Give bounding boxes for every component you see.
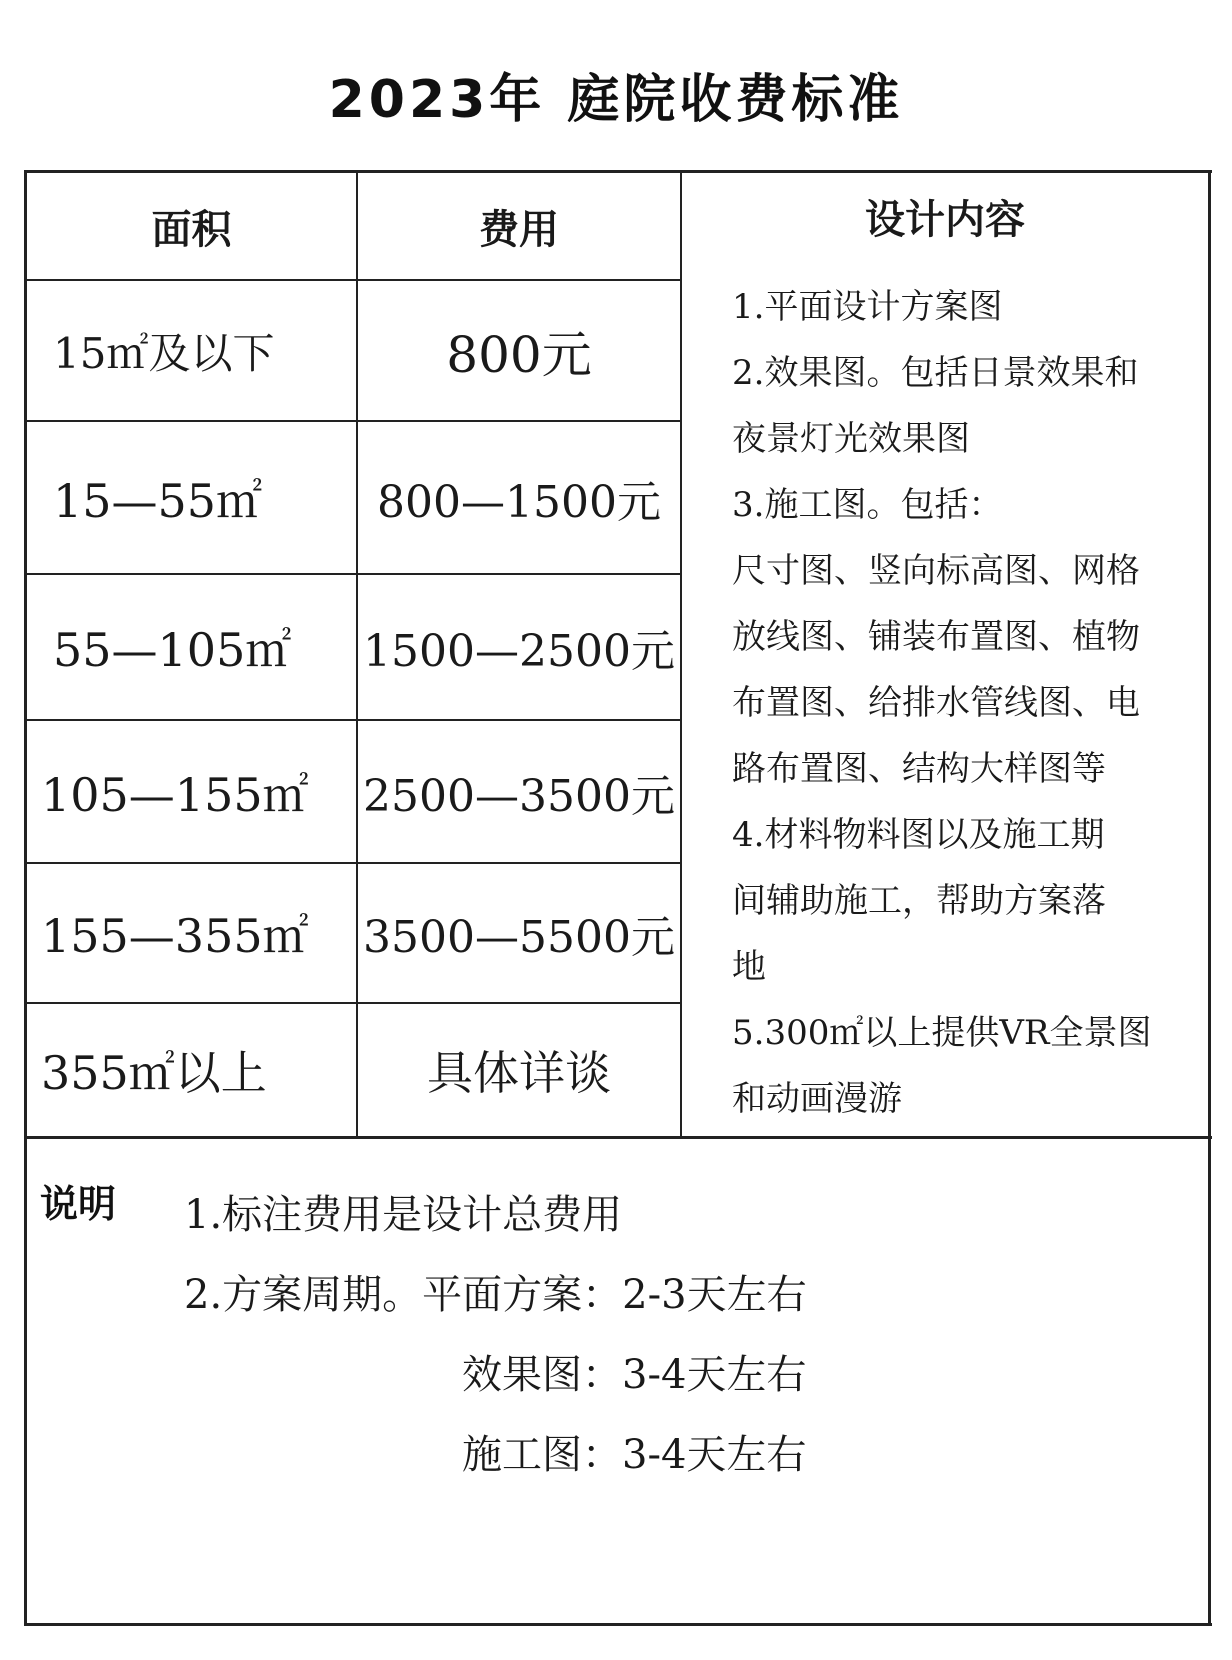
design-content-line: 地 bbox=[732, 947, 766, 987]
row-area: 15㎡及以下 bbox=[53, 328, 275, 378]
design-content-list bbox=[732, 274, 1202, 1132]
row-fee: 3500—5500元 bbox=[363, 912, 675, 963]
row-fee: 2500—3500元 bbox=[363, 770, 675, 822]
note-line: 2.方案周期。平面方案：2-3天左右 bbox=[184, 1272, 807, 1318]
design-content-line: 2.效果图。包括日景效果和 bbox=[732, 353, 1139, 393]
row-fee: 800—1500元 bbox=[377, 476, 661, 528]
note-line: 施工图：3-4天左右 bbox=[462, 1432, 807, 1478]
design-content-line: 间辅助施工，帮助方案落 bbox=[732, 881, 1106, 921]
design-content-line: 放线图、铺装布置图、植物 bbox=[732, 617, 1140, 657]
design-content-line: 4.材料物料图以及施工期 bbox=[732, 815, 1105, 855]
design-content-line: 尺寸图、竖向标高图、网格 bbox=[732, 551, 1140, 591]
row-fee: 具体详谈 bbox=[427, 1046, 611, 1100]
table-right-border bbox=[1208, 170, 1211, 1626]
design-content-line: 5.300㎡以上提供VR全景图 bbox=[732, 1013, 1152, 1053]
row-area: 55—105㎡ bbox=[53, 623, 292, 677]
table-bottom-border bbox=[24, 1136, 1212, 1139]
header-fee: 费用 bbox=[479, 206, 559, 253]
design-content-line: 3.施工图。包括： bbox=[732, 485, 1003, 525]
note-line: 效果图：3-4天左右 bbox=[462, 1352, 807, 1398]
row-area: 155—355㎡ bbox=[41, 909, 309, 963]
design-content-line: 夜景灯光效果图 bbox=[732, 419, 970, 459]
column-divider bbox=[680, 170, 682, 1138]
page-title: 2023年 庭院收费标准 bbox=[328, 70, 904, 130]
notes-label: 说明 bbox=[40, 1182, 117, 1226]
header-design-content: 设计内容 bbox=[865, 196, 1025, 243]
row-area: 355㎡以上 bbox=[41, 1046, 267, 1100]
row-fee: 800元 bbox=[446, 325, 592, 384]
row-area: 15—55㎡ bbox=[53, 473, 263, 528]
note-line: 1.标注费用是设计总费用 bbox=[184, 1192, 623, 1238]
row-area: 105—155㎡ bbox=[41, 767, 309, 822]
design-content-line: 1.平面设计方案图 bbox=[732, 287, 1003, 327]
design-content-line: 路布置图、结构大样图等 bbox=[732, 749, 1106, 789]
design-content-line: 布置图、给排水管线图、电 bbox=[732, 683, 1140, 723]
header-area: 面积 bbox=[151, 206, 232, 253]
design-content-line: 和动画漫游 bbox=[732, 1079, 902, 1119]
page-bottom-border bbox=[24, 1623, 1212, 1626]
row-fee: 1500—2500元 bbox=[363, 626, 675, 677]
